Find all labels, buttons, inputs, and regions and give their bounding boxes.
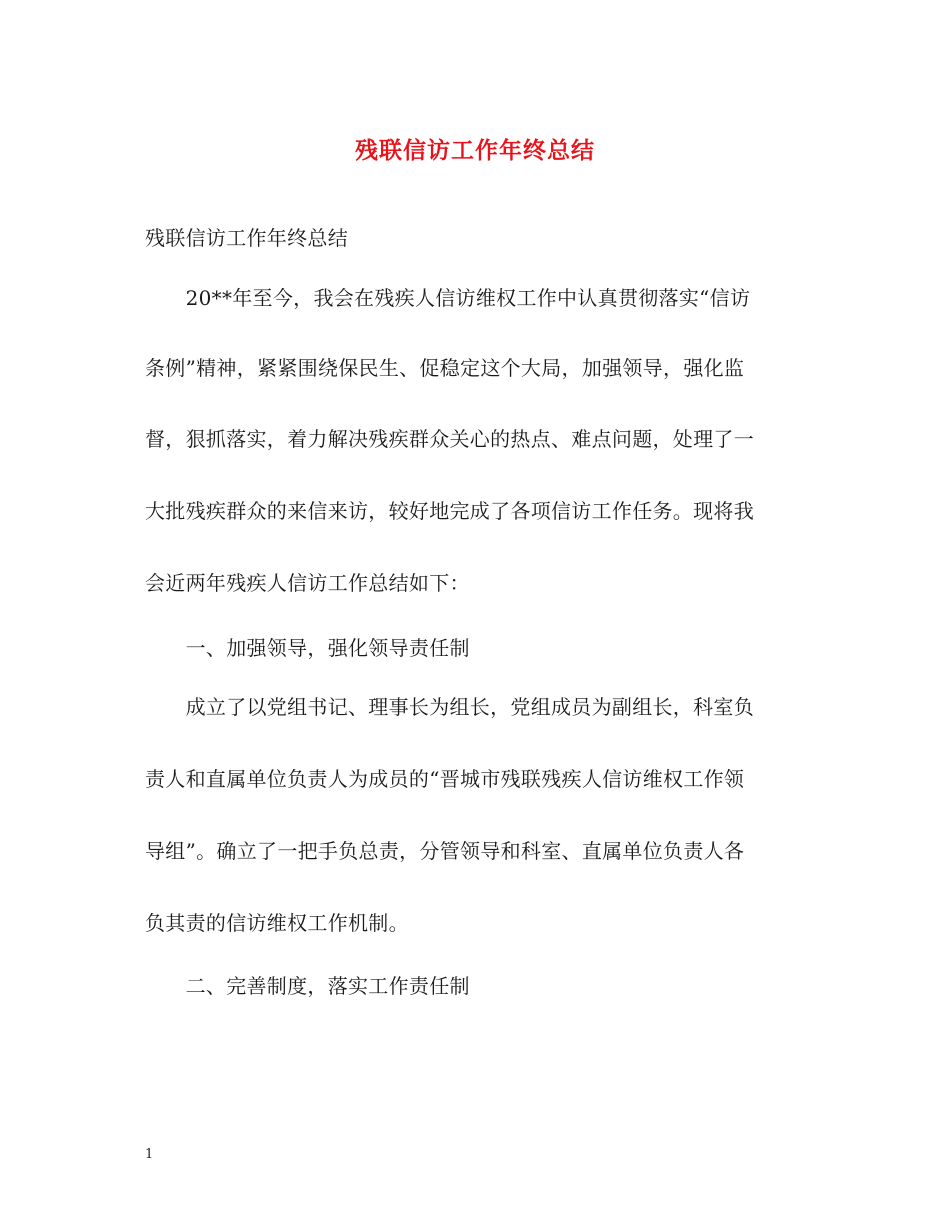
paragraph-line: 会近两年残疾人信访工作总结如下： xyxy=(145,571,470,595)
paragraph-line: 20**年至今，我会在残疾人信访维权工作中认真贯彻落实“信访 xyxy=(145,286,751,310)
document-title: 残联信访工作年终总结 xyxy=(355,137,595,164)
paragraph-line: 责人和直属单位负责人为成员的“晋城市残联残疾人信访维权工作领 xyxy=(145,767,745,791)
paragraph-line: 督，狠抓落实，着力解决残疾群众关心的热点、难点问题，处理了一 xyxy=(145,427,754,451)
page-number: 1 xyxy=(145,1147,154,1162)
section-heading: 二、完善制度，落实工作责任制 xyxy=(145,974,470,998)
paragraph-line: 大批残疾群众的来信来访，较好地完成了各项信访工作任务。现将我 xyxy=(145,499,754,523)
document-subtitle: 残联信访工作年终总结 xyxy=(145,226,348,250)
section-heading: 一、加强领导，强化领导责任制 xyxy=(145,636,470,660)
paragraph-line: 成立了以党组书记、理事长为组长，党组成员为副组长，科室负 xyxy=(145,695,754,719)
paragraph-line: 条例”精神，紧紧围绕保民生、促稳定这个大局，加强领导，强化监 xyxy=(145,356,745,380)
paragraph-line: 导组”。确立了一把手负总责，分管领导和科室、直属单位负责人各 xyxy=(145,839,745,863)
paragraph-line: 负其责的信访维权工作机制。 xyxy=(145,911,409,935)
